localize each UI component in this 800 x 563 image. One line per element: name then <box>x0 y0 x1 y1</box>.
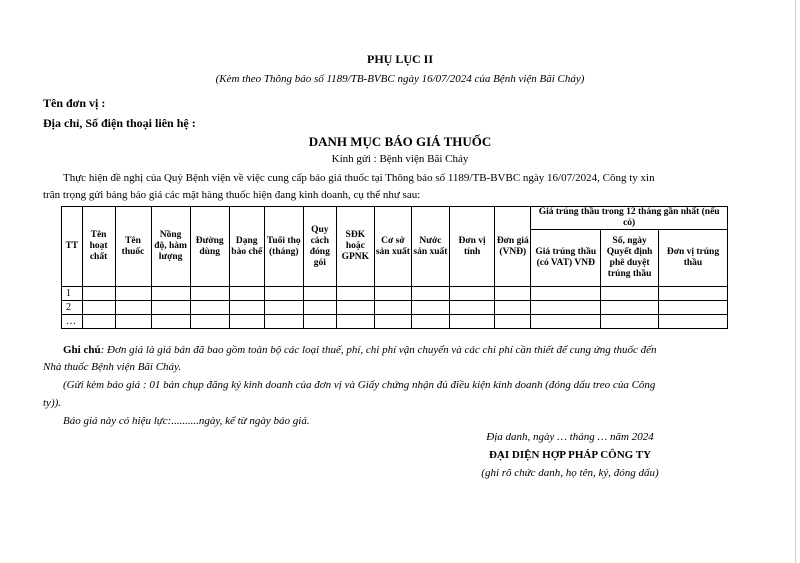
col-header-unit: Đơn vị tính <box>449 207 494 287</box>
col-header-registration: SĐK hoặc GPNK <box>336 207 374 287</box>
table-row <box>62 301 728 315</box>
col-header-tt: TT <box>62 207 83 287</box>
place-date-line: Địa danh, ngày … tháng … năm 2024 <box>486 431 654 443</box>
col-header-drug-name: Tên thuốc <box>115 207 151 287</box>
signature-instruction: (ghi rõ chức danh, họ tên, ký, đóng dấu) <box>481 467 659 479</box>
col-header-unit-price: Đơn giá (VNĐ) <box>495 207 531 287</box>
col-header-decision: Số, ngày Quyết định phê duyệt trúng thầu <box>601 230 659 287</box>
col-header-winning-bid-group: Giá trúng thầu trong 12 tháng gần nhất (nếu có) <box>531 207 728 230</box>
addressee-line: Kính gửi : Bệnh viện Bãi Cháy <box>331 153 469 165</box>
validity-line: Báo giá này có hiệu lực:..........ngày, kể từ ngày báo giá. <box>63 415 310 427</box>
note-line-2: Nhà thuốc Bệnh viện Bãi Cháy. <box>43 361 182 373</box>
intro-line-2: trân trọng gửi bảng báo giá các mặt hàng thuốc hiện đang kinh doanh, cụ thể như sau: <box>43 189 421 201</box>
row-number: 2 <box>62 301 83 315</box>
appendix-title: PHỤ LỤC II <box>366 52 433 66</box>
note-line-1 <box>63 345 657 356</box>
page-edge <box>795 0 796 563</box>
address-phone-label: Địa chỉ, Số điện thoại liên hệ : <box>43 116 196 130</box>
col-header-active-ingredient: Tên hoạt chất <box>82 207 115 287</box>
document-title: DANH MỤC BÁO GIÁ THUỐC <box>308 134 492 149</box>
table-row <box>62 287 728 301</box>
attachment-line-2: ty)). <box>43 397 62 409</box>
row-number: … <box>62 315 83 329</box>
intro-line-1: Thực hiện đề nghị của Quý Bệnh viện về việc cung cấp báo giá thuốc tại Thông báo số 1189/TB-BVBC ngày 16/07/2024, Công ty xin <box>63 172 655 184</box>
col-header-packaging: Quy cách đóng gói <box>303 207 336 287</box>
note-text: : Đơn giá là giá bán đã bao gồm toàn bộ các loại thuế, phí, chi phí vận chuyển và các chi phí cần thiết để cung ứng thuốc đến <box>100 344 657 356</box>
unit-name-label: Tên đơn vị : <box>43 96 106 110</box>
reference-line: (Kèm theo Thông báo số 1189/TB-BVBC ngày 16/07/2024 của Bệnh viện Bãi Cháy) <box>215 73 585 85</box>
col-header-dosage-form: Dạng bào chế <box>229 207 264 287</box>
col-header-shelf-life: Tuổi thọ (tháng) <box>264 207 303 287</box>
price-quote-table <box>61 206 728 329</box>
col-header-country: Nước sản xuất <box>411 207 449 287</box>
col-header-route: Đường dùng <box>190 207 229 287</box>
row-number: 1 <box>62 287 83 301</box>
representative-title: ĐẠI DIỆN HỢP PHÁP CÔNG TY <box>488 449 652 461</box>
col-header-winning-unit: Đơn vị trúng thầu <box>658 230 727 287</box>
attachment-line-1: (Gửi kèm báo giá : 01 bản chụp đăng ký kinh doanh của đơn vị và Giấy chứng nhận đủ điều kiện kinh doanh (đóng dấu treo của Công <box>63 379 656 391</box>
col-header-winning-price: Giá trúng thầu (có VAT) VNĐ <box>531 230 601 287</box>
note-label: Ghi chú <box>63 344 101 356</box>
col-header-manufacturer: Cơ sở sản xuất <box>374 207 411 287</box>
table-row <box>62 315 728 329</box>
col-header-strength: Nồng độ, hàm lượng <box>151 207 190 287</box>
